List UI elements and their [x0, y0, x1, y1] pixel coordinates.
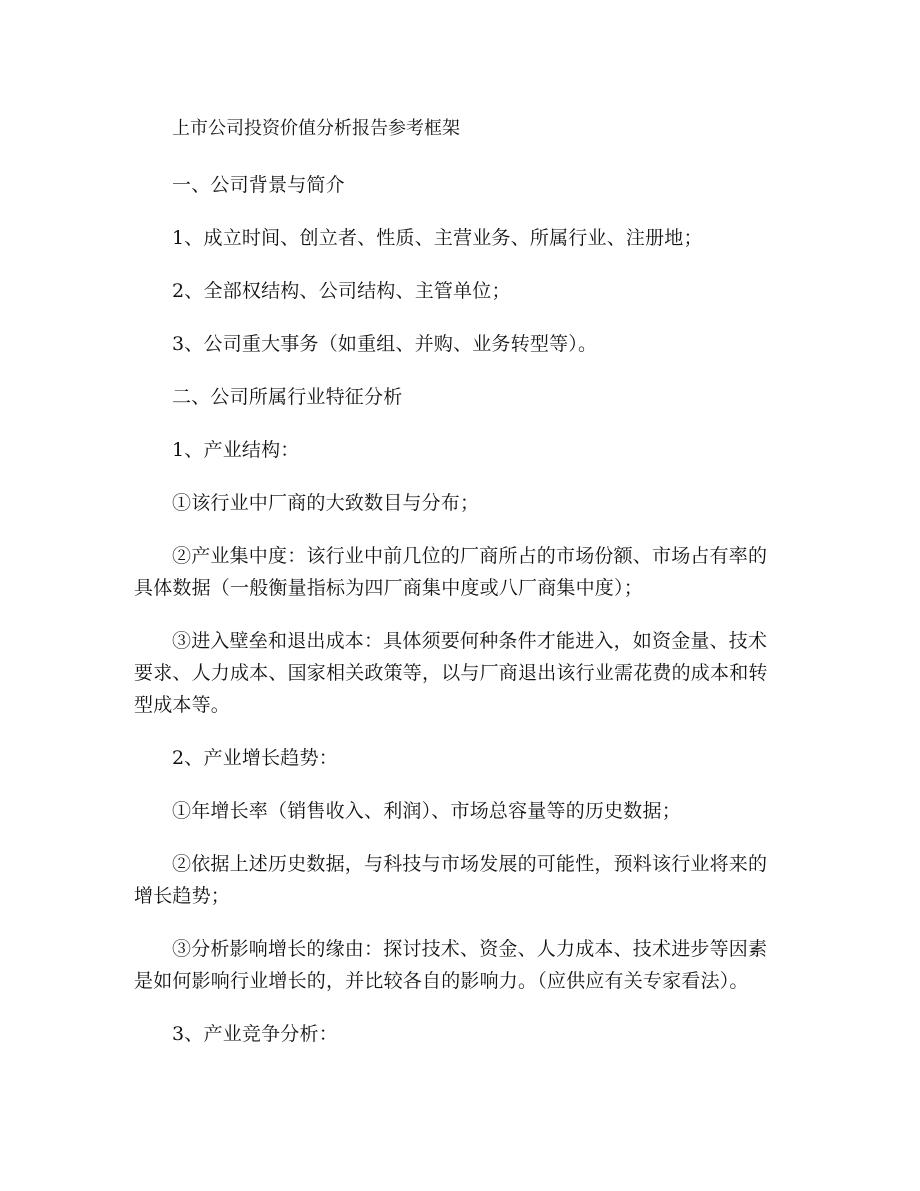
section-heading-1: 一、公司背景与简介	[172, 174, 345, 196]
paragraph-3: 3、公司重大事务（如重组、并购、业务转型等）。	[172, 333, 598, 355]
paragraph-4: ①该行业中厂商的大致数目与分布；	[172, 492, 480, 514]
paragraph-7: ①年增长率（销售收入、利润）、市场总容量等的历史数据；	[172, 800, 681, 822]
paragraph-9: ③分析影响增长的缘由：探讨技术、资金、人力成本、技术进步等因素是如何影响行业增长的，并比较各自的影响力。（应供应有关专家看法）。	[134, 938, 768, 992]
paragraph-5: ②产业集中度：该行业中前几位的厂商所占的市场份额、市场占有率的具体数据（一般衡量指标为四厂商集中度或八厂商集中度）；	[134, 545, 768, 599]
subheading-competition: 3、产业竞争分析：	[172, 1023, 338, 1045]
document-body	[134, 116, 786, 1071]
subheading-growth-trend: 2、产业增长趋势：	[172, 747, 338, 769]
section-heading-2: 二、公司所属行业特征分析	[172, 386, 403, 408]
paragraph-6: ③进入壁垒和退出成本：具体须要何种条件才能进入，如资金量、技术要求、人力成本、国家相关政策等，以与厂商退出该行业需花费的成本和转型成本等。	[134, 630, 768, 716]
subheading-industry-structure: 1、产业结构：	[172, 439, 300, 461]
document-title: 上市公司投资价值分析报告参考框架	[172, 118, 460, 139]
paragraph-2: 2、全部权结构、公司结构、主管单位；	[172, 280, 511, 302]
paragraph-8: ②依据上述历史数据，与科技与市场发展的可能性，预料该行业将来的增长趋势；	[134, 853, 768, 907]
paragraph-1: 1、成立时间、创立者、性质、主营业务、所属行业、注册地；	[172, 227, 703, 249]
